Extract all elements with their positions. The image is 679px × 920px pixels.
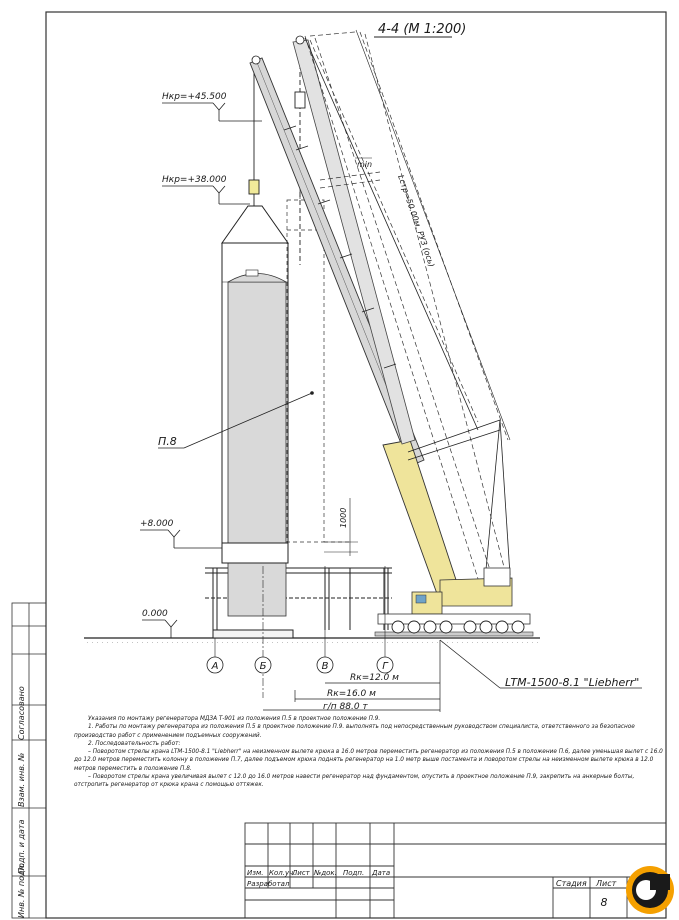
tb-col-koluch: Кол.уч. (269, 869, 296, 877)
level-hook-high: Нкр=+45.500 (162, 92, 227, 102)
radius-16: Rк=16.0 м (327, 689, 376, 699)
axis-a: А (211, 661, 219, 672)
level-plus8: +8.000 (140, 519, 174, 529)
stamp-sign-date: Подп. и дата (17, 819, 26, 874)
level-zero: 0.000 (142, 609, 168, 619)
crane-model-label: LTM-1500-8.1 "Liebherr" (505, 676, 640, 689)
regenerator-ghost (287, 188, 350, 542)
notes-p1: 1. Работы по монтажу регенератора из положения П.5 в проектное положение П.9. выполнять под непосредственным руководством специалиста, ответственного за безопасное производство работ с применением подъемных сооружений. (74, 722, 635, 739)
stamp-replace-inv: Взам. инв. № (17, 752, 26, 807)
axis-b: Б (259, 661, 267, 672)
assembly-notes (74, 714, 666, 789)
position-label: П.8 (158, 435, 177, 448)
tb-col-data: Дата (372, 869, 391, 877)
radius-12: Rк=12.0 м (350, 673, 399, 683)
tb-stage: Стадия (556, 879, 587, 888)
view-title: 4-4 (М 1:200) (378, 22, 467, 37)
level-hook-mid: Нкр=+38.000 (162, 175, 227, 185)
tb-col-ndok: №док. (314, 869, 337, 877)
tb-developer: Разработал (247, 880, 290, 888)
dim-1000-label: 1000 (339, 507, 348, 528)
lift-capacity: г/п 88.0 т (323, 702, 368, 712)
boom-length-label: Lстр=50.00м, РУЗ (ось) (396, 173, 437, 269)
tb-col-podp: Подп. (343, 869, 365, 877)
axis-v: В (321, 661, 329, 672)
notes-p2: 2. Последовательность работ: (88, 738, 181, 747)
stamp-agreed: Согласовано (17, 686, 26, 740)
min-label: min (357, 160, 373, 169)
tb-col-izm: Изм. (247, 869, 264, 877)
tb-sheet-number: 8 (600, 896, 608, 909)
stamp-inv-no: Инв. № подл. (17, 862, 26, 918)
brand-logo-icon (626, 866, 674, 914)
axis-bubbles (207, 657, 393, 673)
model-leader (440, 640, 500, 688)
tb-sheet: Лист (596, 879, 617, 888)
notes-heading: Указания по монтажу регенератора МДЗА Т-901 из положения П.5 в проектное положение П.9. (88, 714, 381, 722)
crane-boom-alt (293, 36, 415, 444)
ground (84, 638, 540, 644)
axis-g: Г (382, 661, 388, 672)
foundation (213, 630, 293, 638)
regenerator-vessel (222, 206, 288, 616)
notes-p3: – Поворотом стрелы крана LTM-1500-8.1 "Liebherr" на неизменном вылете крюка в 16.0 метров переместить регенератор из положения П.5 в положение П.6, далее уменьшая вылет с 16.0 до 12.0 метров переместить колонну в положение П.7, далее подъемом крюка поднять регенератор на 1.0 метр выше постамента и поворотом стрелы на неизменном вылете крюка в 12.0 метров переместить в положение П.8. (74, 747, 663, 772)
notes-p4: – Поворотом стрелы крана увеличивая вылет с 12.0 до 16.0 метров навести регенератор над фундаментом, опустить в проектное положение П.9, закрепить на анкерные болты, отстропить регенератор от крюка крана с помощью оттяжек. (74, 772, 635, 789)
tb-col-list: Лист (292, 869, 310, 877)
